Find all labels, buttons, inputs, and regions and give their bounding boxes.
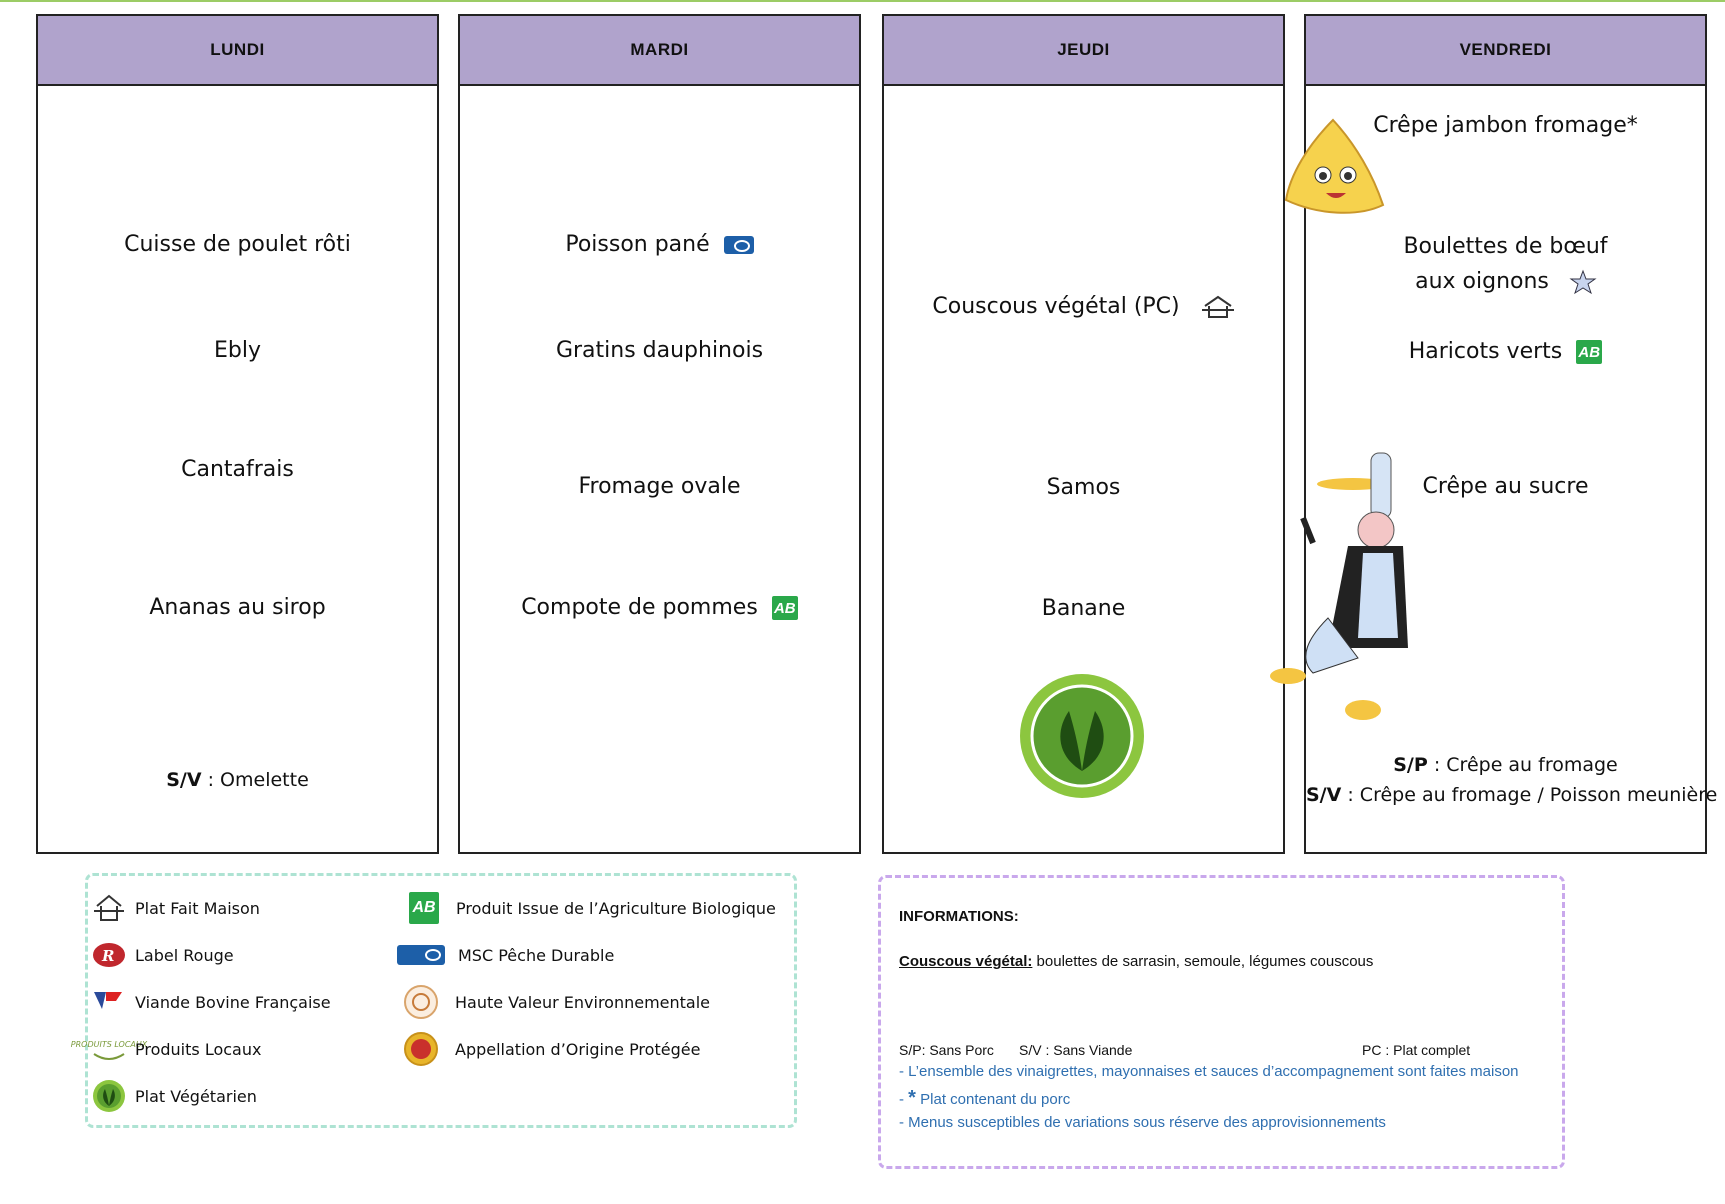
produits-locaux-icon (70, 1032, 148, 1066)
ab-icon: AB (772, 596, 798, 620)
info-dash: - (899, 1091, 909, 1108)
label-rouge-icon (92, 941, 126, 969)
menu-item: Crêpe jambon fromage* (1373, 113, 1638, 138)
info-porc-text: Plat contenant du porc (915, 1091, 1071, 1108)
msc-icon (397, 945, 445, 965)
menu-item: Boulettes de bœuf (1403, 234, 1608, 259)
column-lundi (36, 14, 439, 854)
menu-item-label: Haricots verts (1408, 339, 1563, 364)
info-line-porc (899, 1087, 1070, 1110)
substitution-note (1306, 784, 1718, 806)
sv-label: S/V (1306, 784, 1342, 806)
menu-item: Banane (1041, 596, 1126, 621)
asterisk: * (908, 1087, 916, 1109)
menu-item: Cuisse de poulet rôti (124, 232, 351, 257)
fait-maison-icon (92, 892, 126, 924)
hve-icon (403, 984, 439, 1020)
substitution-note (1306, 754, 1705, 776)
info-line-variations: - Menus susceptibles de variations sous réserve des approvisionnements (899, 1114, 1386, 1131)
day-header-jeudi: JEUDI (884, 16, 1283, 86)
info-title: INFORMATIONS: (899, 908, 1019, 925)
sp-label: S/P (1393, 754, 1428, 776)
menu-item-label: aux oignons (1415, 269, 1549, 294)
info-pc: PC : Plat complet (1362, 1042, 1471, 1058)
viande-bovine-icon (92, 989, 126, 1015)
ab-icon: AB (1576, 340, 1602, 364)
info-sv: S/V : Sans Viande (1019, 1042, 1133, 1058)
column-body-lundi (38, 86, 437, 852)
sp-text: : Crêpe au fromage (1427, 754, 1618, 776)
menu-item (1306, 269, 1705, 295)
day-header-lundi: LUNDI (38, 16, 437, 86)
legend-label: Appellation d’Origine Protégée (455, 1039, 701, 1059)
menu-item-label: Compote de pommes (521, 595, 758, 620)
menu-item-label: Poisson pané (565, 232, 710, 257)
legend-label: Plat Végétarien (135, 1086, 257, 1106)
sv-label: S/V (166, 769, 202, 791)
sv-text: : Crêpe au fromage / Poisson meunière (1341, 784, 1718, 806)
menu-item-label: Couscous végétal (PC) (932, 294, 1180, 319)
viande-bovine-icon (1570, 269, 1596, 295)
column-mardi (458, 14, 861, 854)
fait-maison-icon (1201, 294, 1235, 320)
substitution-note (38, 769, 437, 791)
legend-item (91, 985, 331, 1019)
info-line-sauces: - L’ensemble des vinaigrettes, mayonnaises et sauces d’accompagnement sont faites maison (899, 1063, 1519, 1080)
menu-item: Crêpe au sucre (1422, 474, 1589, 499)
column-body-jeudi (884, 86, 1283, 852)
column-jeudi (882, 14, 1285, 854)
menu-item (460, 595, 859, 620)
legend-label: Viande Bovine Française (135, 992, 331, 1012)
legend-label: Produits Locaux (135, 1039, 262, 1059)
legend-item (403, 1032, 700, 1066)
vegetarien-badge-icon (1017, 671, 1147, 801)
legend-item (91, 891, 260, 925)
day-header-vendredi: VENDREDI (1306, 16, 1705, 86)
svg-text:R: R (102, 947, 115, 965)
menu-item (1306, 339, 1705, 364)
menu-item: Ebly (214, 338, 261, 363)
svg-text:PRODUITS LOCAUX: PRODUITS LOCAUX (70, 1040, 148, 1049)
menu-item: Cantafrais (181, 457, 294, 482)
crepe-mascot-icon (1278, 115, 1393, 230)
info-couscous-text: boulettes de sarrasin, semoule, légumes couscous (1032, 953, 1374, 970)
menu-item: Gratins dauphinois (555, 338, 764, 363)
info-box (878, 875, 1565, 1169)
legend-item (70, 1032, 262, 1066)
legend-box (70, 873, 797, 1128)
column-body-mardi (460, 86, 859, 852)
legend-label: Label Rouge (135, 945, 234, 965)
chef-mascot-icon (1268, 448, 1428, 728)
legend-label: MSC Pêche Durable (458, 945, 615, 965)
info-couscous-label: Couscous végétal: (899, 953, 1033, 970)
legend-item (91, 938, 234, 972)
menu-item (884, 294, 1283, 320)
msc-icon (724, 236, 754, 254)
menu-item: Fromage ovale (578, 474, 741, 499)
menu-item: Ananas au sirop (149, 595, 326, 620)
vegetarien-icon (92, 1079, 126, 1113)
menu-item: Samos (1046, 475, 1121, 500)
legend-item (396, 938, 614, 972)
aop-icon (403, 1031, 439, 1067)
legend-label: Plat Fait Maison (135, 898, 260, 918)
info-sp: S/P: Sans Porc (899, 1042, 994, 1058)
ab-icon: AB (409, 892, 439, 924)
legend-label: Haute Valeur Environnementale (455, 992, 711, 1012)
sv-text: : Omelette (201, 769, 309, 791)
top-rule (0, 0, 1725, 2)
day-header-mardi: MARDI (460, 16, 859, 86)
legend-item (91, 1079, 257, 1113)
menu-item (460, 232, 859, 257)
legend-item (403, 985, 710, 1019)
info-couscous (899, 953, 1373, 970)
legend-item (406, 891, 776, 925)
legend-label: Produit Issue de l’Agriculture Biologique (456, 898, 776, 918)
